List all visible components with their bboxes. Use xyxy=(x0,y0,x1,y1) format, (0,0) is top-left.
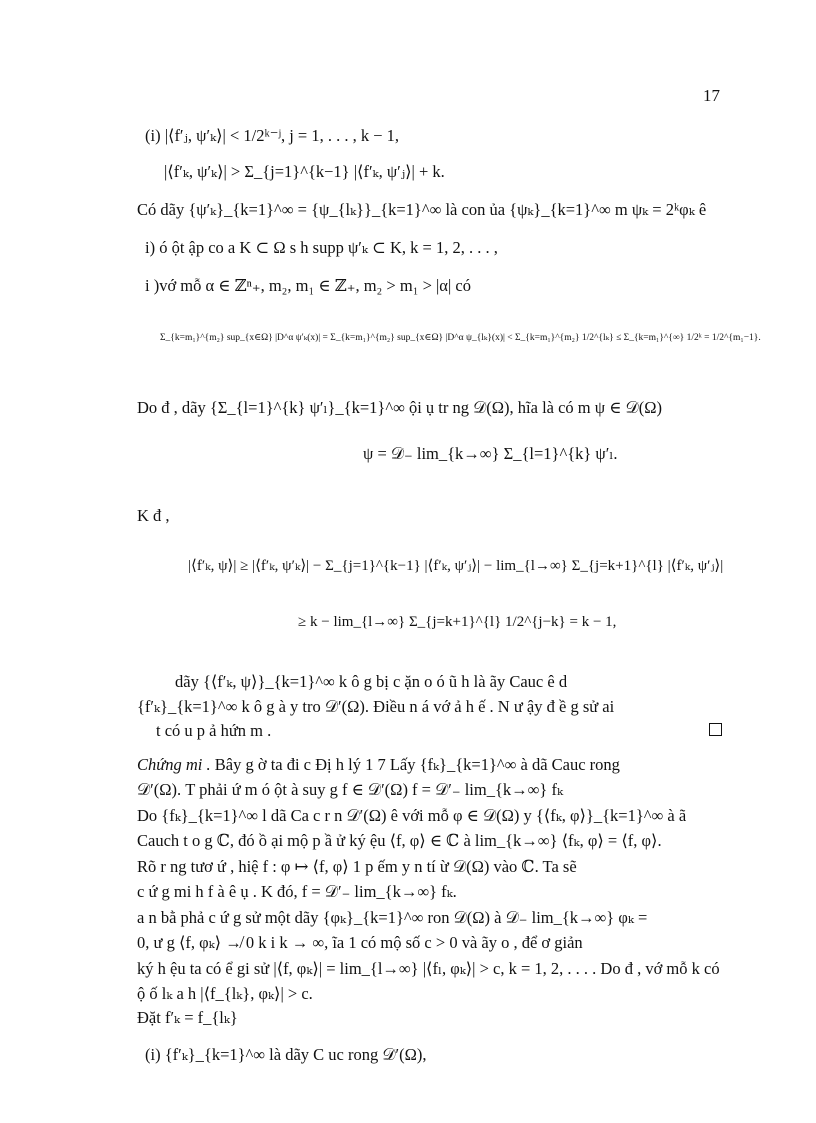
text-line: Rõ r ng tươ ứ , hiệ f : φ ↦ ⟨f, φ⟩ 1 p ếm y n tí ừ 𝒟(Ω) vào ℂ. Ta sẽ xyxy=(137,857,577,876)
formula-line: ≥ k − lim_{l→∞} Σ_{j=k+1}^{l} 1/2^{j−k} = k − 1, xyxy=(298,614,617,630)
text-line: Cauch t o g ℂ, đó ồ ại mộ p ầ ử ký ệu ⟨f, φ⟩ ∈ ℂ à lim_{k→∞} ⟨fₖ, φ⟩ = ⟨f, φ⟩. xyxy=(137,831,662,850)
text-line: 𝒟′(Ω). T phải ứ m ó ột à suy g f ∈ 𝒟′(Ω) f = 𝒟′₋ lim_{k→∞} fₖ xyxy=(137,780,563,799)
text-line xyxy=(137,755,620,775)
text-line: (i) {f′ₖ}_{k=1}^∞ là dãy C uc rong 𝒟′(Ω), xyxy=(145,1045,427,1064)
page-number: 17 xyxy=(703,86,720,105)
text-line: dãy {⟨f′ₖ, ψ⟩}_{k=1}^∞ k ô g bị c ặn o ó ũ h là ãy Cauc ê d xyxy=(175,672,568,691)
text-line: 0, ư g ⟨f, φₖ⟩ ↛ 0 k i k → ∞, ĩa 1 có mộ số c > 0 và ãy o , để ơ giản xyxy=(137,933,583,952)
text-line: i) ó ột ập co a K ⊂ Ω s h supp ψ′ₖ ⊂ K, k = 1, 2, . . . , xyxy=(145,238,498,257)
text-line: Do {fₖ}_{k=1}^∞ l dã Ca c r n 𝒟′(Ω) ê với mỗ φ ∈ 𝒟(Ω) y {⟨fₖ, φ⟩}_{k=1}^∞ à ã xyxy=(137,806,687,825)
formula-line: Σ_{k=m₁}^{m₂} sup_{x∈Ω} |D^α ψ′ₖ(x)| = Σ_{k=m₁}^{m₂} sup_{x∈Ω} |D^α ψ_{lₖ}(x)| < Σ_{k=m₁}^{m₂} 1/2^{lₖ} ≤ Σ_{k=m₁}^{∞} 1/2ᵏ = 1/2^{m₁−1}. xyxy=(160,333,761,343)
text-line: (i) |⟨f′ⱼ, ψ′ₖ⟩| < 1/2ᵏ⁻ʲ, j = 1, . . . , k − 1, xyxy=(145,126,400,145)
text-line: i )vớ mỗ α ∈ ℤⁿ₊, m₂, m₁ ∈ ℤ₊, m₂ > m₁ > |α| có xyxy=(145,276,471,295)
proof-text: Bây g ờ ta đi c Đị h lý 1 7 Lấy {fₖ}_{k=1}^∞ à dã Cauc rong xyxy=(210,755,620,774)
text-line: t có u p ả hứn m . xyxy=(156,721,272,740)
text-line: ký h ệu ta có ể gi sử |⟨f, φₖ⟩| = lim_{l→∞} |⟨fₗ, φₖ⟩| > c, k = 1, 2, . . . . Do đ , vớ mỗ k có xyxy=(137,959,720,978)
proof-label: Chứng mi . xyxy=(137,755,211,774)
text-line: K đ , xyxy=(137,506,170,525)
formula-line: |⟨f′ₖ, ψ⟩| ≥ |⟨f′ₖ, ψ′ₖ⟩| − Σ_{j=1}^{k−1} |⟨f′ₖ, ψ′ⱼ⟩| − lim_{l→∞} Σ_{j=k+1}^{l} |⟨f′ₖ, ψ′ⱼ⟩| xyxy=(188,558,724,574)
text-line: |⟨f′ₖ, ψ′ₖ⟩| > Σ_{j=1}^{k−1} |⟨f′ₖ, ψ′ⱼ⟩| + k. xyxy=(164,162,445,181)
text-line: Đặt f′ₖ = f_{lₖ} xyxy=(137,1008,238,1027)
text-line: {f′ₖ}_{k=1}^∞ k ô g à y tro 𝒟′(Ω). Điều n á vớ ả h ế . N ư ậy đ ề g sử ai xyxy=(137,697,615,716)
qed-box xyxy=(709,721,722,741)
text-line: c ứ g mi h f à ê ụ . K đó, f = 𝒟′₋ lim_{k→∞} fₖ. xyxy=(137,882,457,901)
text-line: Do đ , dãy {Σ_{l=1}^{k} ψ′ₗ}_{k=1}^∞ ội ụ tr ng 𝒟(Ω), hĩa là có m ψ ∈ 𝒟(Ω) xyxy=(137,398,662,417)
text-line: Có dãy {ψ′ₖ}_{k=1}^∞ = {ψ_{lₖ}}_{k=1}^∞ là con ủa {ψₖ}_{k=1}^∞ m ψₖ = 2ᵏφₖ ê xyxy=(137,200,707,219)
text-line: ộ ố lₖ a h |⟨f_{lₖ}, φₖ⟩| > c. xyxy=(137,984,313,1003)
formula-line: ψ = 𝒟₋ lim_{k→∞} Σ_{l=1}^{k} ψ′ₗ. xyxy=(363,444,618,463)
text-line: a n bằ phả c ứ g sử một dãy {φₖ}_{k=1}^∞ ron 𝒟(Ω) à 𝒟₋ lim_{k→∞} φₖ = xyxy=(137,908,648,927)
